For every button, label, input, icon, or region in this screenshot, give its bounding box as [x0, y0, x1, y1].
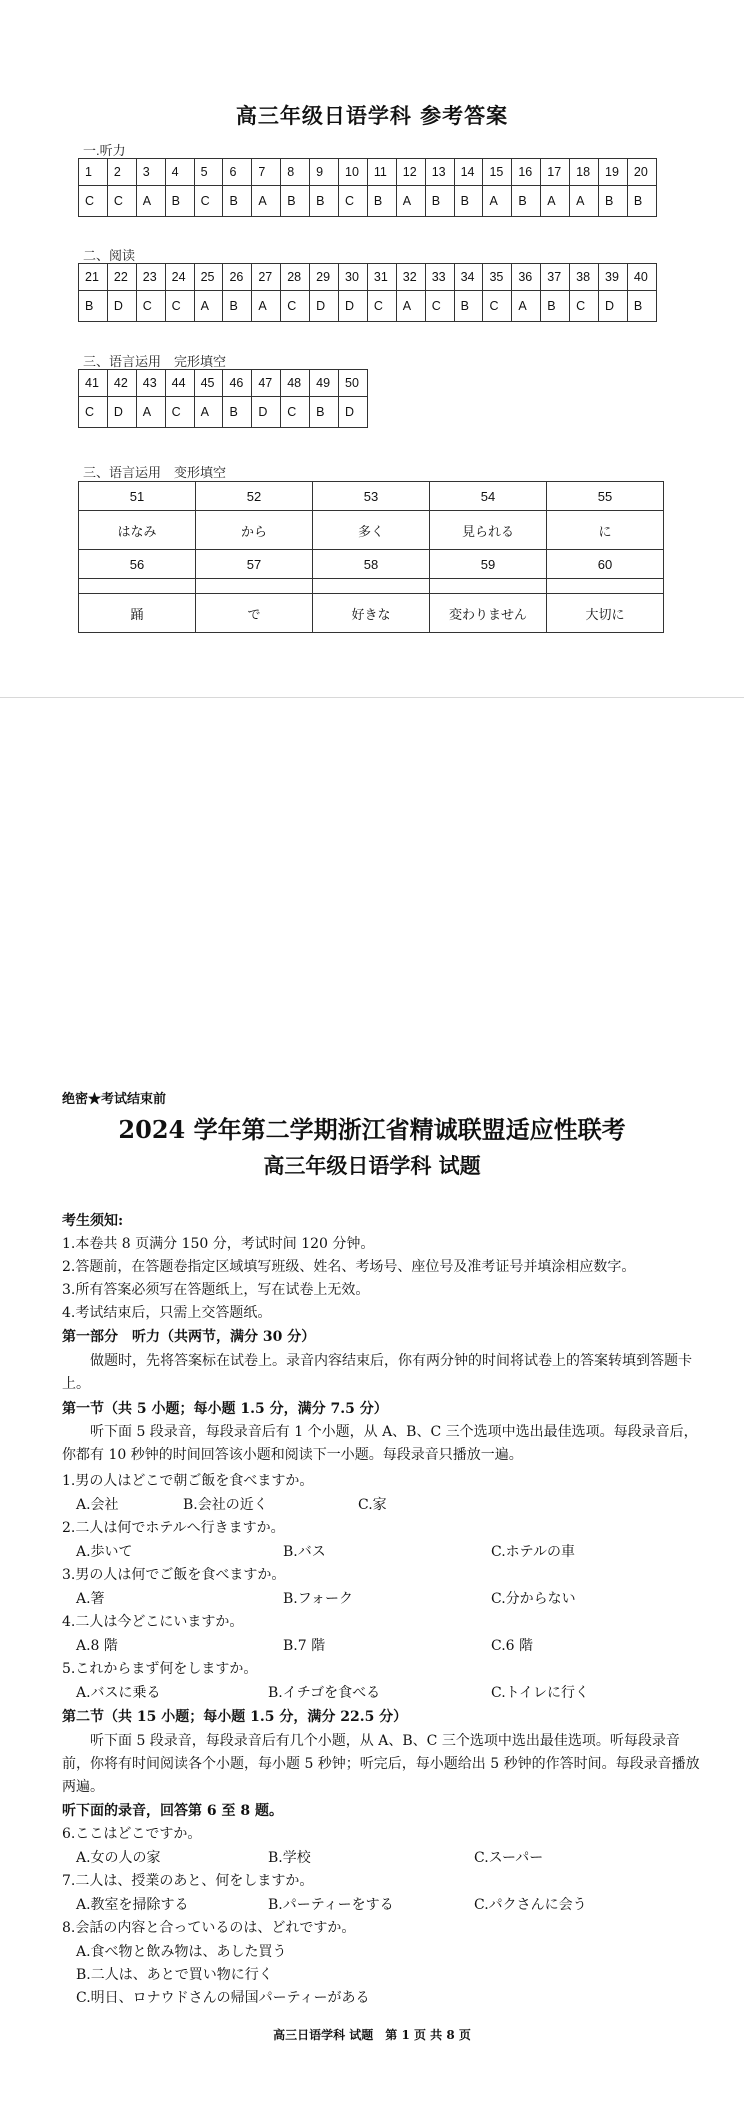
- table-cell: 見られる: [430, 511, 547, 550]
- table-cell: A: [194, 291, 223, 322]
- option-c: C.明日、ロナウドさんの帰国パーティーがある: [76, 1990, 370, 2006]
- table-cell: 33: [425, 264, 454, 291]
- table-cell: 2: [107, 159, 136, 186]
- table-cell: B: [454, 186, 483, 217]
- option-a: A.食べ物と飲み物は、あした買う: [76, 1944, 287, 1960]
- option-b: B.7 階: [283, 1638, 326, 1654]
- table-cell: 32: [396, 264, 425, 291]
- table-cell: C: [107, 186, 136, 217]
- notice-item: 4.考试结束后，只需上交答题纸。: [62, 1305, 272, 1321]
- table-cell: 37: [541, 264, 570, 291]
- table-cell: D: [339, 397, 368, 428]
- table-cell: 40: [627, 264, 656, 291]
- table-cell: 4: [165, 159, 194, 186]
- question-7: 7.二人は、授業のあと、何をしますか。: [62, 1873, 314, 1889]
- table-cell: 59: [430, 550, 547, 579]
- listening-number-row: [79, 159, 657, 186]
- confidential-mark: 绝密★考试结束前: [62, 1092, 167, 1107]
- question-8: 8.会話の内容と合っているのは、どれですか。: [62, 1920, 356, 1936]
- transform-gap-row: [79, 579, 664, 594]
- table-cell: 7: [252, 159, 281, 186]
- table-cell: B: [281, 186, 310, 217]
- table-cell: 43: [136, 370, 165, 397]
- question-5: 5.これからまず何をしますか。: [62, 1661, 258, 1677]
- table-cell: C: [339, 186, 368, 217]
- notice-item: 3.所有答案必须写在答题纸上，写在试卷上无效。: [62, 1282, 370, 1298]
- option-c: C.ホテルの車: [491, 1544, 575, 1560]
- transform-word-row: [79, 594, 664, 633]
- option-a: A.8 階: [76, 1638, 118, 1654]
- table-cell: A: [396, 291, 425, 322]
- table-cell: 14: [454, 159, 483, 186]
- table-cell: 13: [425, 159, 454, 186]
- part1-heading: 第一部分 听力（共两节，满分 30 分）: [62, 1329, 316, 1345]
- option-c: C.分からない: [491, 1591, 576, 1607]
- option-c: C.家: [358, 1497, 387, 1513]
- table-cell: A: [194, 397, 223, 428]
- option-b: B.バス: [283, 1544, 326, 1560]
- cloze-number-row: [79, 370, 368, 397]
- question-1: 1.男の人はどこで朝ご飯を食べますか。: [62, 1473, 314, 1489]
- table-cell: 44: [165, 370, 194, 397]
- table-cell: 52: [196, 482, 313, 511]
- table-cell: 57: [196, 550, 313, 579]
- reading-number-row: [79, 264, 657, 291]
- option-b: B.学校: [268, 1850, 311, 1866]
- reading-answer-row: [79, 291, 657, 322]
- option-a: A.教室を掃除する: [76, 1897, 189, 1913]
- table-cell: 多く: [313, 511, 430, 550]
- table-cell: 11: [367, 159, 396, 186]
- table-cell: C: [570, 291, 599, 322]
- table-cell: 38: [570, 264, 599, 291]
- table-cell: A: [512, 291, 541, 322]
- question-2: 2.二人は何でホテルへ行きますか。: [62, 1520, 285, 1536]
- table-cell: A: [252, 186, 281, 217]
- question-6: 6.ここはどこですか。: [62, 1826, 202, 1842]
- table-cell: C: [136, 291, 165, 322]
- option-a: A.バスに乗る: [76, 1685, 161, 1701]
- table-cell: 25: [194, 264, 223, 291]
- table-cell: 24: [165, 264, 194, 291]
- table-cell: A: [136, 397, 165, 428]
- section1-heading: 第一节（共 5 小题；每小题 1.5 分，满分 7.5 分）: [62, 1401, 388, 1417]
- table-cell: C: [281, 397, 310, 428]
- table-cell: 55: [547, 482, 664, 511]
- table-cell: A: [252, 291, 281, 322]
- table-cell: B: [627, 291, 656, 322]
- table-cell: B: [165, 186, 194, 217]
- option-c: C.パクさんに会う: [474, 1897, 587, 1913]
- table-cell: C: [194, 186, 223, 217]
- option-a: A.会社: [76, 1497, 119, 1513]
- table-cell: 41: [79, 370, 108, 397]
- page-footer: 高三日语学科 试题 第 1 页 共 8 页: [273, 2028, 471, 2042]
- option-c: C.スーパー: [474, 1850, 544, 1866]
- table-cell: D: [107, 397, 136, 428]
- table-cell: 大切に: [547, 594, 664, 633]
- answer-key-title: 高三年级日语学科 参考答案: [235, 103, 509, 128]
- table-cell: C: [281, 291, 310, 322]
- table-cell: 28: [281, 264, 310, 291]
- table-cell: A: [570, 186, 599, 217]
- cloze-section-label: 三、语言运用 完形填空: [83, 354, 227, 369]
- option-b: B.パーティーをする: [268, 1897, 394, 1913]
- table-cell: 31: [367, 264, 396, 291]
- table-cell: B: [367, 186, 396, 217]
- listening-section-label: 一.听力: [83, 143, 126, 158]
- table-cell: 8: [281, 159, 310, 186]
- option-b: B.イチゴを食べる: [268, 1685, 381, 1701]
- table-cell: B: [79, 291, 108, 322]
- table-cell: 16: [512, 159, 541, 186]
- transform-number-row: [79, 550, 664, 579]
- table-cell: 18: [570, 159, 599, 186]
- table-cell: 10: [339, 159, 368, 186]
- cloze-answer-row: [79, 397, 368, 428]
- table-cell: C: [367, 291, 396, 322]
- notice-heading: 考生须知:: [62, 1213, 124, 1229]
- table-cell: 変わりません: [430, 594, 547, 633]
- table-cell: C: [483, 291, 512, 322]
- table-cell: A: [483, 186, 512, 217]
- table-cell: 好きな: [313, 594, 430, 633]
- transform-answer-table: [78, 481, 664, 633]
- section2-intro: 听下面 5 段录音，每段录音后有几个小题，从 A、B、C 三个选项中选出最佳选项。听每段录音前，你将有时间阅读各个小题，每小题 5 秒钟；听完后，每小题给出 5 秒钟的作答时间。每段录音播放两遍。: [62, 1733, 700, 1795]
- table-cell: B: [223, 186, 252, 217]
- table-cell: 30: [339, 264, 368, 291]
- table-cell: 17: [541, 159, 570, 186]
- table-cell: はなみ: [79, 511, 196, 550]
- table-cell: A: [396, 186, 425, 217]
- part1-intro: 做题时，先将答案标在试卷上。录音内容结束后，你有两分钟的时间将试卷上的答案转填到答题卡上。: [62, 1353, 692, 1392]
- option-b: B.会社の近く: [183, 1497, 268, 1513]
- table-cell: 26: [223, 264, 252, 291]
- table-cell: C: [165, 397, 194, 428]
- section2-heading: 第二节（共 15 小题；每小题 1.5 分，满分 22.5 分）: [62, 1709, 408, 1725]
- table-cell: 20: [627, 159, 656, 186]
- table-cell: C: [79, 397, 108, 428]
- option-b: B.二人は、あとで買い物に行く: [76, 1967, 273, 1983]
- table-cell: C: [165, 291, 194, 322]
- table-cell: 58: [313, 550, 430, 579]
- table-cell: 3: [136, 159, 165, 186]
- table-cell: B: [627, 186, 656, 217]
- table-cell: A: [541, 186, 570, 217]
- option-c: C.トイレに行く: [491, 1685, 589, 1701]
- table-cell: 踊: [79, 594, 196, 633]
- table-cell: 53: [313, 482, 430, 511]
- exam-title: 2024 学年第二学期浙江省精诚联盟适应性联考: [118, 1115, 626, 1144]
- table-cell: B: [223, 291, 252, 322]
- table-cell: 45: [194, 370, 223, 397]
- table-cell: B: [599, 186, 628, 217]
- reading-section-label: 二、阅读: [83, 248, 136, 263]
- table-cell: 29: [310, 264, 339, 291]
- question-4: 4.二人は今どこにいますか。: [62, 1614, 244, 1630]
- answer-key-page: [0, 0, 744, 695]
- table-cell: 48: [281, 370, 310, 397]
- table-cell: D: [339, 291, 368, 322]
- table-cell: 22: [107, 264, 136, 291]
- table-cell: 60: [547, 550, 664, 579]
- table-cell: 50: [339, 370, 368, 397]
- table-cell: C: [425, 291, 454, 322]
- table-cell: B: [541, 291, 570, 322]
- transform-word-row: [79, 511, 664, 550]
- table-cell: 35: [483, 264, 512, 291]
- table-cell: 51: [79, 482, 196, 511]
- table-cell: D: [310, 291, 339, 322]
- cloze-answer-table: [78, 369, 368, 428]
- reading-answer-table: [78, 263, 657, 322]
- table-cell: 5: [194, 159, 223, 186]
- notice-item: 2.答题前，在答题卷指定区域填写班级、姓名、考场号、座位号及准考证号并填涂相应数字。: [62, 1259, 636, 1275]
- listening-answer-row: [79, 186, 657, 217]
- option-a: A.箸: [76, 1591, 105, 1607]
- table-cell: 36: [512, 264, 541, 291]
- table-cell: 6: [223, 159, 252, 186]
- table-cell: B: [310, 186, 339, 217]
- group-heading: 听下面的录音，回答第 6 至 8 题。: [62, 1803, 283, 1819]
- notice-item: 1.本卷共 8 页满分 150 分，考试时间 120 分钟。: [62, 1236, 375, 1252]
- option-a: A.女の人の家: [76, 1850, 161, 1866]
- table-cell: 54: [430, 482, 547, 511]
- option-b: B.フォーク: [283, 1591, 354, 1607]
- section1-intro: 听下面 5 段录音，每段录音后有 1 个小题，从 A、B、C 三个选项中选出最佳选项。每段录音后，你都有 10 秒钟的时间回答该小题和阅读下一小题。每段录音只播放一遍。: [62, 1424, 698, 1463]
- table-cell: 46: [223, 370, 252, 397]
- table-cell: B: [310, 397, 339, 428]
- table-cell: C: [79, 186, 108, 217]
- table-cell: B: [512, 186, 541, 217]
- table-cell: D: [599, 291, 628, 322]
- table-cell: 34: [454, 264, 483, 291]
- table-cell: 12: [396, 159, 425, 186]
- table-cell: 27: [252, 264, 281, 291]
- table-cell: 47: [252, 370, 281, 397]
- table-cell: 49: [310, 370, 339, 397]
- table-cell: 15: [483, 159, 512, 186]
- table-cell: B: [454, 291, 483, 322]
- table-cell: 9: [310, 159, 339, 186]
- table-cell: で: [196, 594, 313, 633]
- exam-subtitle: 高三年级日语学科 试题: [263, 1153, 481, 1178]
- table-cell: B: [223, 397, 252, 428]
- table-cell: A: [136, 186, 165, 217]
- table-cell: 19: [599, 159, 628, 186]
- transform-number-row: [79, 482, 664, 511]
- listening-answer-table: [78, 158, 657, 217]
- table-cell: D: [252, 397, 281, 428]
- option-c: C.6 階: [491, 1638, 534, 1654]
- page-divider: [0, 697, 744, 698]
- table-cell: 1: [79, 159, 108, 186]
- table-cell: 39: [599, 264, 628, 291]
- question-3: 3.男の人は何でご飯を食べますか。: [62, 1567, 286, 1583]
- transform-section-label: 三、语言运用 变形填空: [83, 465, 227, 480]
- table-cell: D: [107, 291, 136, 322]
- table-cell: B: [425, 186, 454, 217]
- table-cell: に: [547, 511, 664, 550]
- table-cell: から: [196, 511, 313, 550]
- table-cell: 23: [136, 264, 165, 291]
- table-cell: 56: [79, 550, 196, 579]
- table-cell: 21: [79, 264, 108, 291]
- option-a: A.歩いて: [76, 1544, 133, 1560]
- table-cell: 42: [107, 370, 136, 397]
